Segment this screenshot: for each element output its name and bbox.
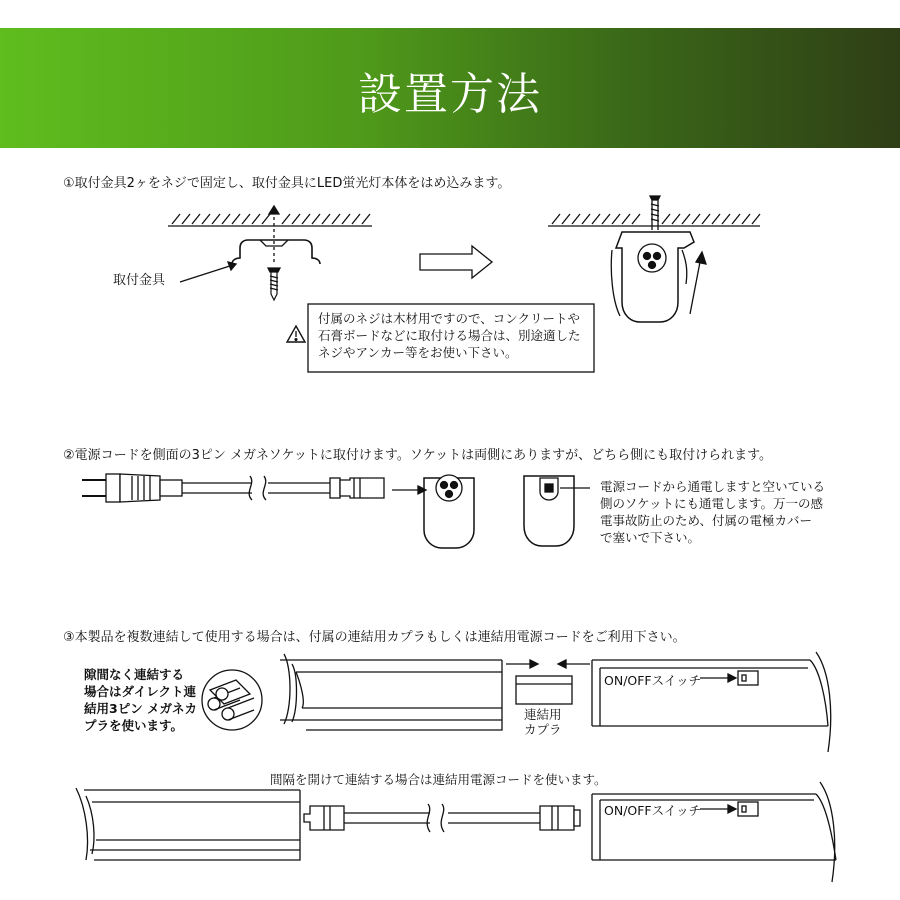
fixture-end-cap	[611, 232, 694, 322]
note-line-1: 電源コードから通電しますと空いている	[600, 479, 826, 494]
warning-line-1: 付属のネジは木材用ですので、コンクリートや	[318, 311, 581, 326]
coupler-note-line-2: 場合はダイレクト連	[84, 684, 197, 699]
coupler-insert-arrows	[506, 660, 590, 668]
next-step-arrow	[420, 246, 492, 278]
coupler-label-1: 連結用	[524, 707, 562, 722]
screw-icon	[268, 268, 280, 300]
coupler-icon	[516, 676, 572, 704]
light-tube-left-bottom	[76, 788, 300, 860]
power-cable	[182, 483, 330, 493]
screw-arrow-icon	[269, 206, 279, 262]
switch-pointer-icon-bottom	[700, 802, 758, 816]
insert-direction-arrow	[690, 262, 700, 314]
socket-connector-icon	[330, 478, 384, 498]
fixture-socket-left	[424, 475, 474, 548]
light-tube-left-top	[280, 654, 502, 730]
power-plug-icon	[82, 474, 182, 502]
mounting-bracket	[232, 240, 320, 264]
bracket-label: 取付金具	[113, 273, 166, 288]
step1-instruction: ①取付金具2ヶをネジで固定し、取付金具にLED蛍光灯本体をはめ込みます。	[63, 176, 511, 191]
warning-line-2: 石膏ボードなどに取付ける場合は、別途適した	[318, 328, 581, 343]
coupler-note-line-1: 隙間なく連結する	[84, 667, 185, 682]
coupler-label-2: カプラ	[524, 722, 562, 737]
warning-line-3: ネジやアンカー等をお使い下さい。	[318, 345, 518, 360]
fixture-socket-right-covered	[524, 476, 574, 546]
light-tube-right-bottom	[592, 782, 836, 882]
ceiling-hatch-left	[168, 214, 372, 226]
warning-box	[308, 304, 594, 372]
switch-label-bottom: ON/OFFスイッチ	[604, 803, 702, 818]
light-tube-right-top	[592, 652, 831, 752]
note-line-4: で塞いで下さい。	[600, 530, 701, 545]
note-line-2: 側のソケットにも通電します。万一の感	[600, 496, 824, 511]
coupler-note-line-3: 結用3ピン メガネカ	[84, 701, 198, 716]
gap-connection-text: 間隔を開けて連結する場合は連結用電源コードを使います。	[270, 772, 607, 787]
step2-instruction: ②電源コードを側面の3ピン メガネソケットに取付けます。ソケットは両側にありますが、どちら側にも取付けられます。	[63, 448, 773, 463]
cable-break-mark	[249, 476, 266, 500]
step3-instruction: ③本製品を複数連結して使用する場合は、付属の連結用カプラもしくは連結用電源コードをご利用下さい。	[63, 630, 686, 645]
mounted-screw-icon	[650, 196, 660, 230]
bracket-pointer-arrow	[180, 264, 236, 282]
note-line-3: 電事故防止のため、付属の電極カバー	[600, 513, 813, 528]
coupler-note-line-4: プラを使います。	[84, 718, 184, 733]
extension-cord-icon	[304, 804, 580, 832]
coupler-pins-icon	[202, 670, 262, 730]
page-title: 設置方法	[358, 69, 542, 120]
switch-pointer-icon	[700, 671, 758, 685]
switch-label-top: ON/OFFスイッチ	[604, 673, 702, 688]
warning-triangle-icon	[287, 326, 305, 342]
